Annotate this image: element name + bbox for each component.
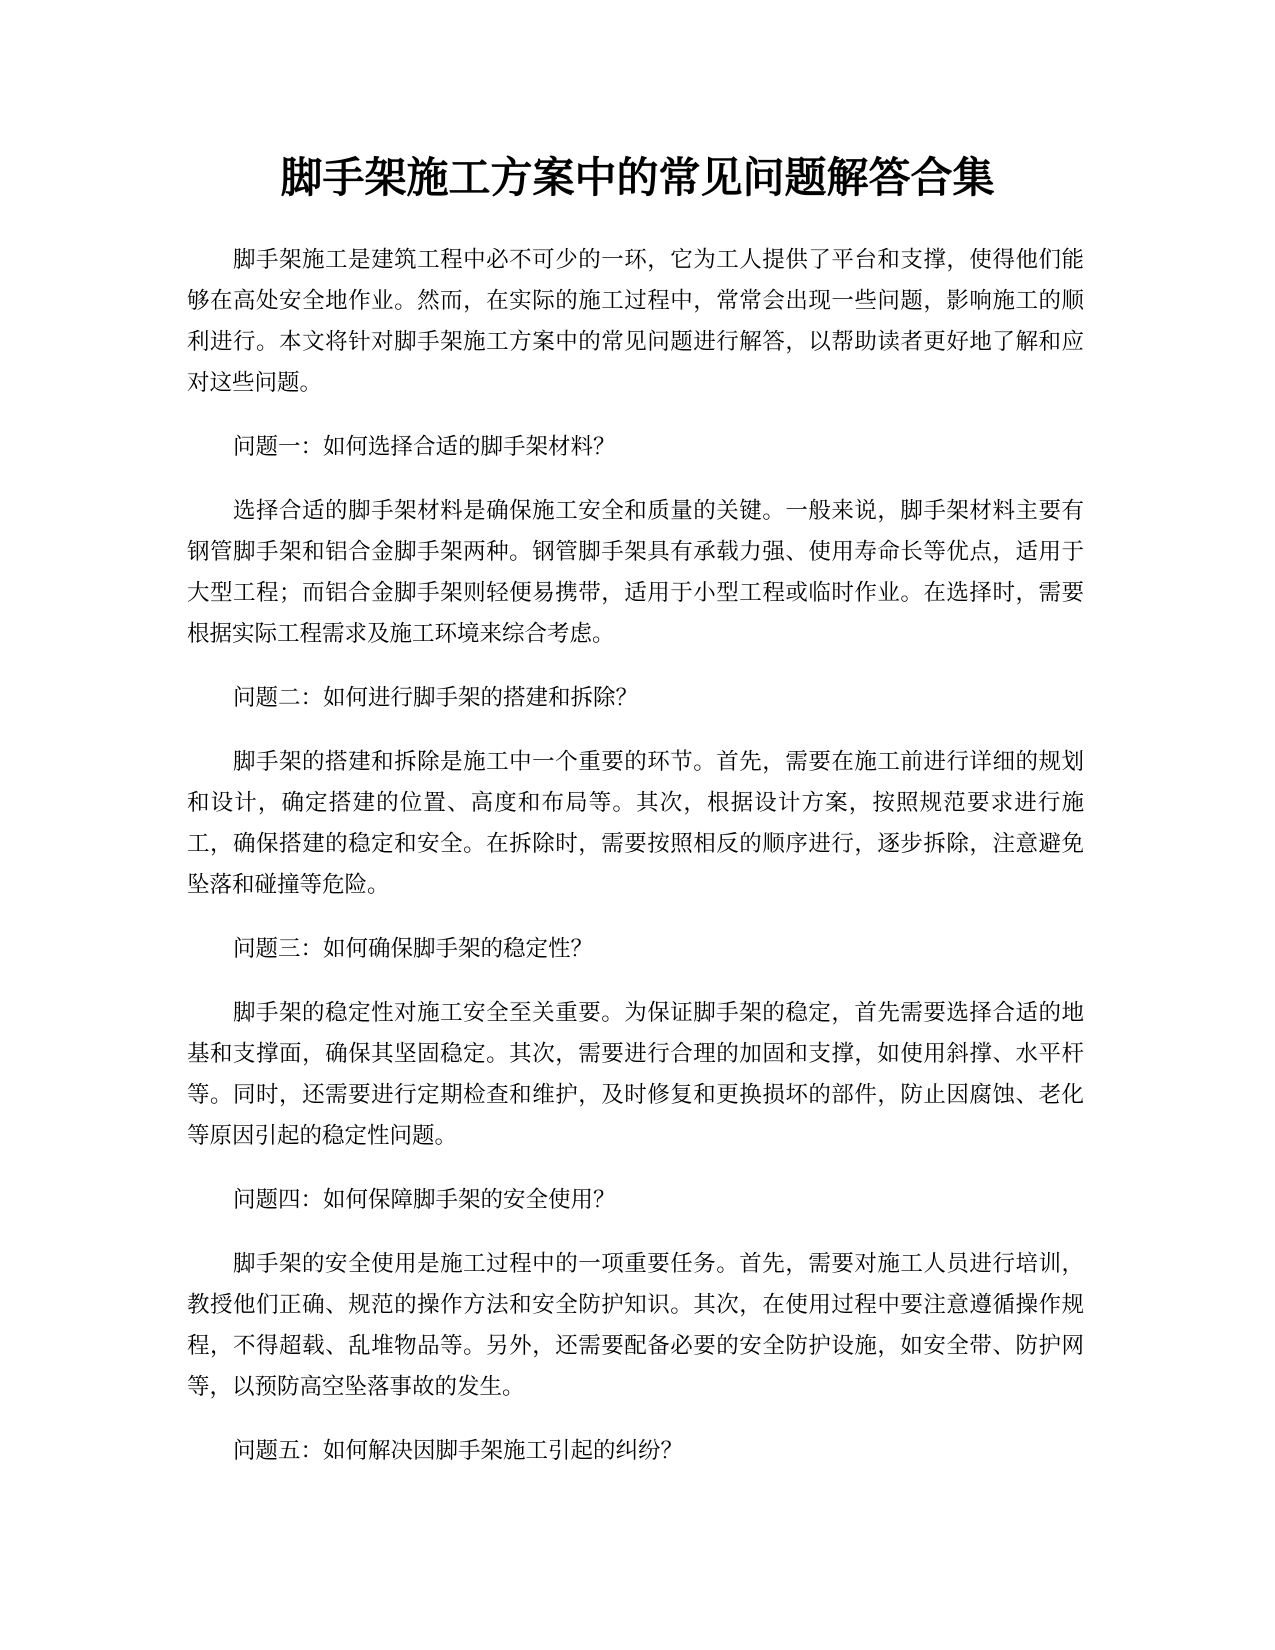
answer-paragraph-2: 脚手架的搭建和拆除是施工中一个重要的环节。首先，需要在施工前进行详细的规划和设计，确定搭建的位置、高度和布局等。其次，根据设计方案，按照规范要求进行施工，确保搭建的稳定和安全。在拆除时，需要按照相反的顺序进行，逐步拆除，注意避免坠落和碰撞等危险。 — [187, 749, 1084, 898]
answer-paragraph-4: 脚手架的安全使用是施工过程中的一项重要任务。首先，需要对施工人员进行培训，教授他们正确、规范的操作方法和安全防护知识。其次，在使用过程中要注意遵循操作规程，不得超载、乱堆物品等。另外，还需要配备必要的安全防护设施，如安全带、防护网等，以预防高空坠落事故的发生。 — [187, 1251, 1084, 1400]
question-heading-5: 问题五：如何解决因脚手架施工引起的纠纷？ — [233, 1438, 684, 1464]
question-heading-1: 问题一：如何选择合适的脚手架材料？ — [233, 434, 616, 460]
question-heading-4: 问题四：如何保障脚手架的安全使用？ — [233, 1187, 616, 1213]
intro-paragraph: 脚手架施工是建筑工程中必不可少的一环，它为工人提供了平台和支撑，使得他们能够在高处安全地作业。然而，在实际的施工过程中，常常会出现一些问题，影响施工的顺利进行。本文将针对脚手架施工方案中的常见问题进行解答，以帮助读者更好地了解和应对这些问题。 — [187, 247, 1084, 396]
question-heading-3: 问题三：如何确保脚手架的稳定性？ — [233, 936, 594, 962]
answer-paragraph-1: 选择合适的脚手架材料是确保施工安全和质量的关键。一般来说，脚手架材料主要有钢管脚手架和铝合金脚手架两种。钢管脚手架具有承载力强、使用寿命长等优点，适用于大型工程；而铝合金脚手架则轻便易携带，适用于小型工程或临时作业。在选择时，需要根据实际工程需求及施工环境来综合考虑。 — [187, 498, 1084, 647]
question-heading-2: 问题二：如何进行脚手架的搭建和拆除？ — [233, 685, 639, 711]
document-body — [187, 240, 1084, 1495]
document-title: 脚手架施工方案中的常见问题解答合集 — [280, 153, 995, 202]
answer-paragraph-3: 脚手架的稳定性对施工安全至关重要。为保证脚手架的稳定，首先需要选择合适的地基和支撑面，确保其坚固稳定。其次，需要进行合理的加固和支撑，如使用斜撑、水平杆等。同时，还需要进行定期检查和维护，及时修复和更换损坏的部件，防止因腐蚀、老化等原因引起的稳定性问题。 — [187, 1000, 1084, 1149]
